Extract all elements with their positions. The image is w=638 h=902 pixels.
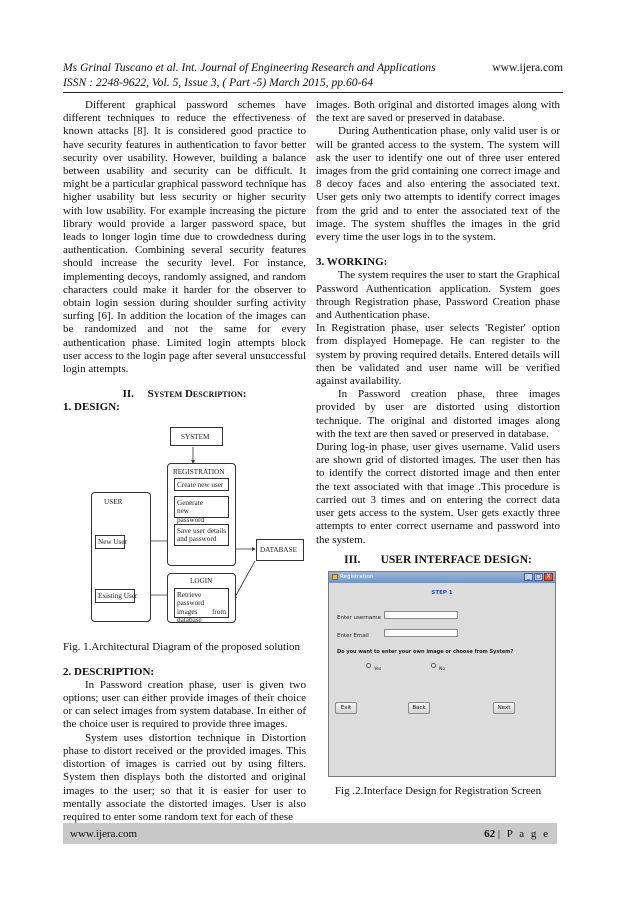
figure-2-caption: Fig .2.Interface Design for Registration Screen: [334, 784, 542, 797]
architecture-diagram: [63, 419, 306, 629]
window-title: Registration: [340, 573, 374, 580]
no-label: No: [439, 666, 446, 672]
generate-password-box: Generate new password: [174, 496, 229, 518]
retrieve-password-box: Retrieve password images from database: [174, 588, 229, 618]
page-number: 62: [484, 827, 496, 840]
header-website: www.ijera.com: [492, 61, 563, 74]
subsection-design: 1. DESIGN:: [63, 401, 120, 414]
issn-line: ISSN : 2248-9622, Vol. 5, Issue 3, ( Part -5) March 2015, pp.60-64: [63, 76, 373, 89]
minimize-icon[interactable]: _: [524, 573, 533, 581]
create-user-box: Create new user: [174, 478, 229, 491]
page-word: | P a g e: [497, 827, 550, 840]
login-box: LOGIN Retrieve password images from database: [167, 573, 236, 623]
working-paragraph-4: During log-in phase, user gives username. Valid users are shown grid of distorted images. The user then has to identify the correct distorted image and then enter the text associated with that image .This procedure is carried out 3 times and on entering the correct data user gets access to the system. User gets exactly three attempts to enter correct username and password into the system.: [316, 441, 560, 546]
registration-box: REGISTRATION Create new user Generate new password Save user details and password: [167, 463, 236, 566]
page-number-group: [484, 828, 550, 840]
email-label: Enter Email: [337, 632, 369, 639]
figure-1-caption: Fig. 1.Architectural Diagram of the proposed solution: [63, 640, 301, 653]
page-header: [63, 60, 563, 90]
system-box: SYSTEM: [170, 427, 223, 446]
section-2-number: II.: [122, 388, 134, 401]
right-column: [316, 99, 560, 798]
new-user-box: New User: [95, 535, 125, 549]
description-paragraph-1: In Password creation phase, user is given two options; user can either provide images of their choice or can select images from system database. In either of the choice user is required to provide three images.: [63, 678, 306, 731]
working-paragraph-1: The system requires the user to start the Graphical Password Authentication application. System goes through Registration phase, Password Creation phase and Authentication phase.: [316, 269, 560, 322]
working-paragraph-2: In Registration phase, user selects 'Register' option from displayed Homepage. He can register to the system by proving required details. Entered details will then be validated and user name will be verified against availability.: [316, 322, 560, 388]
back-button[interactable]: Back: [408, 702, 430, 714]
subsection-working: 3. WORKING:: [316, 256, 388, 269]
yes-radio[interactable]: [366, 663, 371, 668]
yes-label: Yes: [374, 666, 382, 672]
left-column: [63, 99, 306, 824]
working-paragraph-3: In Password creation phase, three images provided by user are distorted using distortion technique. The original and distorted images along with the text are then saved or preserved in database.: [316, 388, 560, 440]
step-label: STEP 1: [431, 589, 453, 596]
next-button[interactable]: Next: [493, 702, 515, 714]
window-titlebar: [329, 572, 555, 583]
section-3-heading: III. USER INTERFACE DESIGN:: [344, 553, 532, 566]
section-2-title: System Description:: [147, 388, 247, 401]
header-divider: [63, 92, 563, 93]
exit-button[interactable]: Exit: [335, 702, 357, 714]
intro-paragraph: Different graphical password schemes have different techniques to reduce the effectiveness of known attacks [8]. It is considered good practice to have security features in authentication to favor better security over usability. However, building a balance between usability and security can be difficult. It might be a particular graphical password technique has higher usability but less security or higher security with low usability. For example increasing the picture library would provide a larger password space, but leads to longer login time due to crowdedness during authentication. Combining several security features should increase the security level. For instance, implementing decoys, randomly assigned, and random characters could make it harder for the observer to obtain login session during shoulder surfing activity surfing [6]. In addition the location of the images can be randomized and not the same for every authentication phase. Limited login attempts block user access to the login page after several unsuccessful login attempts.: [63, 99, 306, 376]
page-footer: [63, 823, 557, 844]
save-details-box: Save user details and password: [174, 524, 229, 546]
continuation-paragraph: images. Both original and distorted images along with the text are saved or preserved in database.: [316, 99, 560, 125]
close-icon[interactable]: X: [544, 573, 553, 581]
database-box: DATABASE: [256, 539, 304, 561]
maximize-icon[interactable]: □: [535, 572, 542, 580]
username-input[interactable]: [384, 611, 458, 619]
image-source-question: Do you want to enter your own image or choose from System?: [337, 648, 514, 655]
authentication-paragraph: During Authentication phase, only valid user is or will be granted access to the system. The system will ask the user to identify one out of three user entered images from the grid containing one correct image and 8 decoy faces and also entering the associated text. User gets only two attempts to identify correct images from the grid and to enter the associated text of the image. The system shuffles the images in the grid every time the user logs in to the system.: [316, 125, 560, 244]
db-to-login-arrow: [234, 561, 255, 599]
existing-user-box: Existing User: [95, 589, 135, 603]
app-icon: [332, 574, 338, 580]
subsection-description: 2. DESCRIPTION:: [63, 665, 155, 678]
no-radio[interactable]: [431, 663, 436, 668]
email-input[interactable]: [384, 629, 458, 637]
footer-website: www.ijera.com: [70, 827, 138, 840]
journal-citation: Ms Grinal Tuscano et al. Int. Journal of Engineering Research and Applications: [63, 61, 436, 74]
user-box: USER New User Existing User: [91, 492, 151, 622]
username-label: Enter username: [337, 614, 382, 621]
registration-window: [328, 571, 556, 777]
section-2-heading: [63, 388, 306, 401]
description-paragraph-2: System uses distortion technique in Distortion phase to distort received or the provided images. This distortion of images is carried out by using filters. System then displays both the distorted and original images to the user; so that it is easier for user to mentally associate the distorted images. User is also required to enter some random text for each of these: [63, 731, 306, 823]
